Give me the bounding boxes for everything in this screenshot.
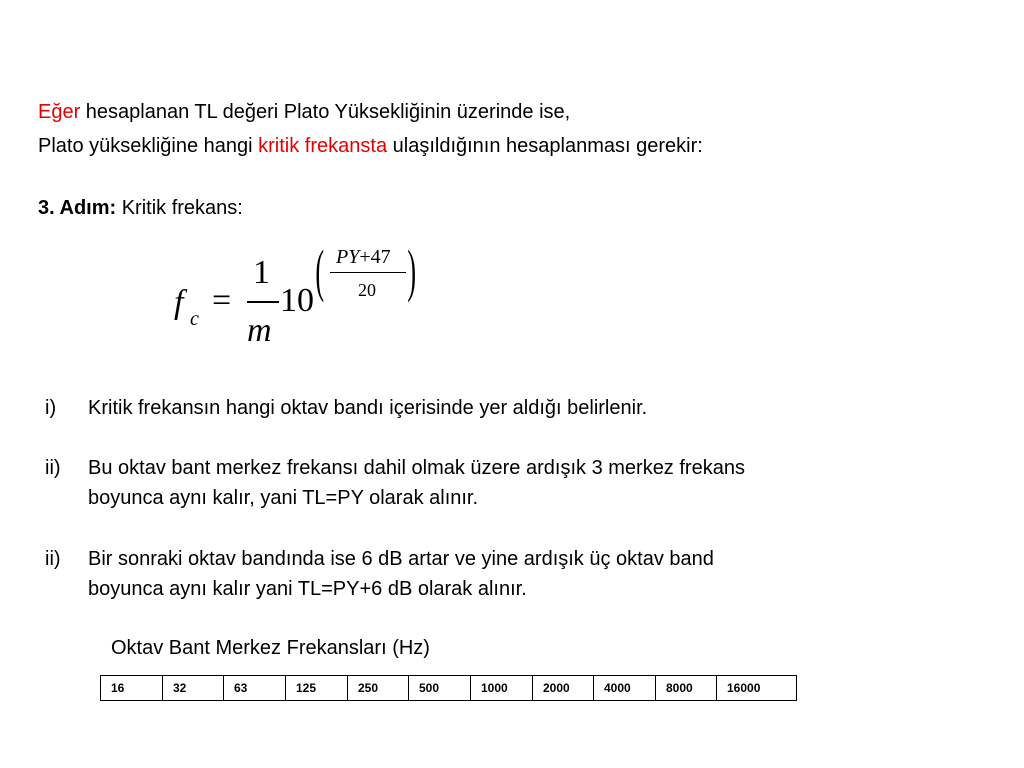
intro-keyword-critical-frequency: kritik frekansta — [258, 135, 388, 157]
list-item-text: Kritik frekansın hangi oktav bandı içerisinde yer aldığı belirlenir. — [88, 397, 648, 419]
intro-line-2-end: ulaşıldığının hesaplanması gerekir: — [387, 135, 703, 157]
table-cell: 1000 — [471, 676, 533, 701]
table-cell: 32 — [163, 676, 224, 701]
intro-line-2-start: Plato yüksekliğine hangi — [38, 135, 259, 157]
formula-numerator: 1 — [253, 254, 270, 291]
step-label: 3. Adım: — [38, 197, 117, 219]
formula-exponent-bar — [330, 272, 406, 273]
list-item-text: Bir sonraki oktav bandında ise 6 dB artar ve yine ardışık üç oktav band — [88, 548, 714, 570]
list-item-text: boyunca aynı kalır yani TL=PY+6 dB olarak alınır. — [88, 578, 527, 600]
list-item-marker: ii) — [45, 457, 61, 479]
formula-exponent-numerator — [336, 246, 391, 269]
formula-paren-right: ) — [407, 238, 417, 303]
table-cell: 16000 — [717, 676, 797, 701]
table-cell: 2000 — [533, 676, 594, 701]
table-cell: 8000 — [656, 676, 717, 701]
table-cell: 16 — [101, 676, 163, 701]
formula-base: 10 — [280, 282, 314, 319]
critical-frequency-formula — [170, 238, 430, 358]
table-cell: 4000 — [594, 676, 656, 701]
intro-line-2 — [38, 134, 703, 158]
table-cell: 63 — [224, 676, 286, 701]
formula-exponent-variable: PY — [336, 246, 360, 268]
formula-paren-left: ( — [315, 238, 325, 303]
table-cell: 500 — [409, 676, 471, 701]
step-text: Kritik frekans: — [116, 197, 243, 219]
list-item-text: boyunca aynı kalır, yani TL=PY olarak alınır. — [88, 487, 479, 509]
intro-line-1 — [38, 100, 570, 124]
formula-exponent-denominator: 20 — [358, 280, 376, 300]
formula-subscript-c: c — [190, 308, 199, 330]
formula-denominator: m — [247, 312, 272, 349]
table-cell: 250 — [348, 676, 409, 701]
list-item-marker: i) — [45, 397, 57, 419]
table-cell: 125 — [286, 676, 348, 701]
formula-fraction-bar — [247, 301, 279, 303]
intro-keyword-if: Eğer — [38, 101, 81, 123]
formula-f: f — [174, 284, 184, 321]
table-row — [101, 676, 797, 701]
list-item-marker: ii) — [45, 548, 61, 570]
step-heading — [38, 196, 243, 220]
intro-line-1-text: hesaplanan TL değeri Plato Yüksekliğinin üzerinde ise, — [80, 101, 571, 123]
table-title: Oktav Bant Merkez Frekansları (Hz) — [111, 637, 430, 659]
formula-exponent-constant: +47 — [359, 246, 391, 268]
list-item-text: Bu oktav bant merkez frekansı dahil olmak üzere ardışık 3 merkez frekans — [88, 457, 745, 479]
octave-band-table — [100, 675, 797, 701]
formula-equals: = — [212, 282, 232, 319]
